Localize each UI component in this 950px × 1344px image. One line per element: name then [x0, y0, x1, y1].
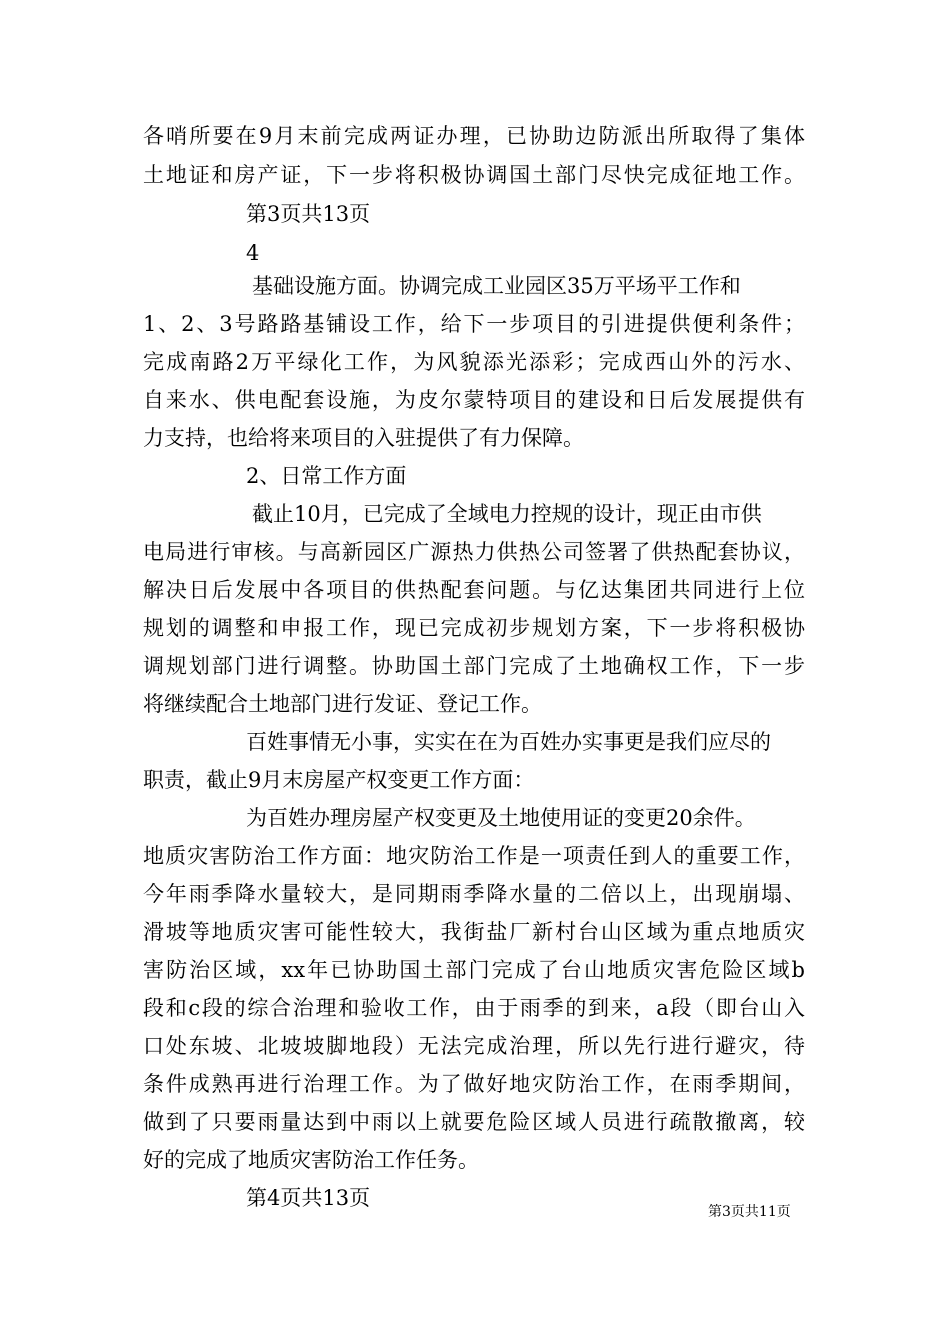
- page-marker: 第3页共13页: [246, 202, 371, 226]
- text-line: 土地证和房产证，下一步将积极协调国土部门尽快完成征地工作。: [143, 163, 805, 187]
- text-line: 力支持，也给将来项目的入驻提供了有力保障。: [143, 426, 584, 450]
- text-line: 电局进行审核。与高新园区广源热力供热公司签署了供热配套协议，: [143, 540, 805, 564]
- text-line: 职责，截止9月末房屋产权变更工作方面：: [143, 768, 535, 792]
- text-line: 百姓事情无小事，实实在在为百姓办实事更是我们应尽的: [246, 730, 771, 754]
- text-line: 各哨所要在9月末前完成两证办理，已协助边防派出所取得了集体: [143, 124, 805, 148]
- text-line: 做到了只要雨量达到中雨以上就要危险区域人员进行疏散撤离，较: [143, 1110, 805, 1134]
- text-line: 为百姓办理房屋产权变更及土地使用证的变更20余件。: [246, 806, 756, 830]
- page-footer: 第3页共11页: [708, 1204, 791, 1220]
- page-marker: 4: [246, 241, 260, 265]
- text-line: 完成南路2万平绿化工作，为风貌添光添彩；完成西山外的污水、: [143, 350, 805, 374]
- text-line: 地质灾害防治工作方面：地灾防治工作是一项责任到人的重要工作，: [143, 844, 805, 868]
- text-line: 调规划部门进行调整。协助国土部门完成了土地确权工作，下一步: [143, 654, 805, 678]
- text-line: 条件成熟再进行治理工作。为了做好地灾防治工作，在雨季期间，: [143, 1072, 805, 1096]
- text-line: 基础设施方面。协调完成工业园区35万平场平工作和: [252, 274, 741, 298]
- text-line: 滑坡等地质灾害可能性较大，我街盐厂新村台山区域为重点地质灾: [143, 920, 805, 944]
- text-line: 自来水、供电配套设施，为皮尔蒙特项目的建设和日后发展提供有: [143, 388, 805, 412]
- text-line: 规划的调整和申报工作，现已完成初步规划方案，下一步将积极协: [143, 616, 805, 640]
- text-line: 将继续配合土地部门进行发证、登记工作。: [143, 692, 542, 716]
- text-line: 解决日后发展中各项目的供热配套问题。与亿达集团共同进行上位: [143, 578, 805, 602]
- text-line: 害防治区域，xx年已协助国土部门完成了台山地质灾害危险区域b: [143, 958, 805, 982]
- text-line: 今年雨季降水量较大，是同期雨季降水量的二倍以上，出现崩塌、: [143, 882, 805, 906]
- text-line: 口处东坡、北坡坡脚地段）无法完成治理，所以先行进行避灾，待: [143, 1034, 805, 1058]
- text-line: 段和c段的综合治理和验收工作，由于雨季的到来，a段（即台山入: [143, 996, 805, 1020]
- text-line: 截止10月，已完成了全域电力控规的设计，现正由市供: [252, 502, 762, 526]
- section-heading: 2、日常工作方面: [246, 464, 407, 488]
- text-line: 好的完成了地质灾害防治工作任务。: [143, 1148, 479, 1172]
- text-line: 1、2、3号路路基铺设工作，给下一步项目的引进提供便利条件；: [143, 312, 805, 336]
- page-marker: 第4页共13页: [246, 1186, 371, 1210]
